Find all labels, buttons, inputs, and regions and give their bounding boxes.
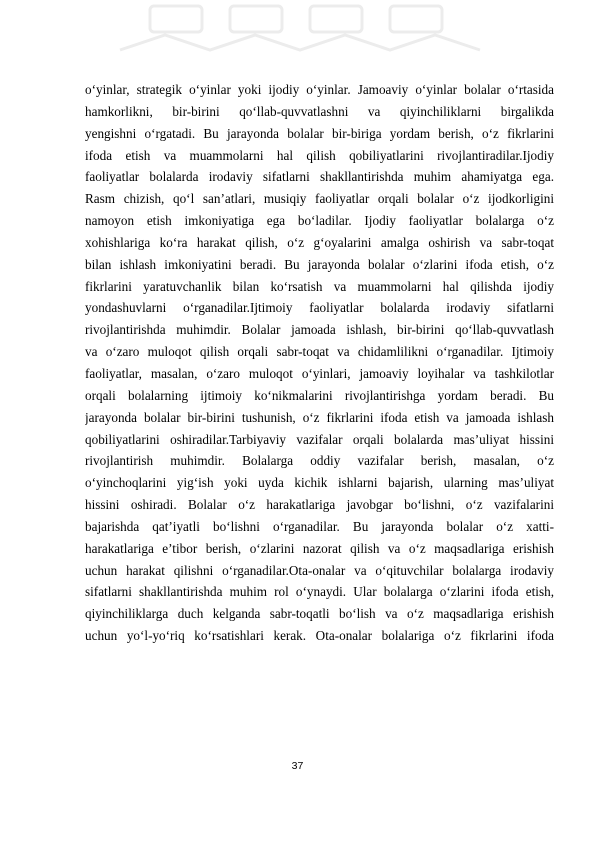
text-line: fikrlarini yaratuvchanlik bilan ko‘rsatish va muammolarni hal qilishda ijodiy <box>85 278 554 294</box>
text-line: namoyon etish imkoniyatiga ega bo‘ladilar. Ijodiy faoliyatlar bolalarga o‘z <box>85 213 554 229</box>
text-line: xohishlariga ko‘ra harakat qilish, o‘z g‘oyalarini amalga oshirish va sabr-toqat <box>85 234 554 250</box>
text-line: hamkorlikni, bir-birini qo‘llab-quvvatlashni va qiyinchiliklarni birgalikda <box>85 103 554 119</box>
text-line: qiyinchiliklarga duch kelganda sabr-toqatli bo‘lish va o‘z maqsadlariga erishish <box>85 606 554 622</box>
text-line: Rasm chizish, qo‘l san’atlari, musiqiy faoliyatlar orqali bolalar o‘z ijodkorligini <box>85 191 554 207</box>
text-line: faoliyatlar, masalan, o‘zaro muloqot o‘yinlari, jamoaviy loyihalar va tashkilotlar <box>85 365 554 381</box>
text-line: rivojlantirish muhimdir. Bolalarga oddiy vazifalar berish, masalan, o‘z <box>85 453 554 469</box>
page-number: 37 <box>291 760 304 772</box>
text-line: uchun yo‘l-yo‘riq ko‘rsatishlari kerak. Ota-onalar bolalariga o‘z fikrlarini ifoda <box>85 628 554 644</box>
text-line: hissini oshiradi. Bolalar o‘z harakatlariga javobgar bo‘lishni, o‘z vazifalarini <box>85 497 554 513</box>
text-line: bilan ishlash imkoniyatini beradi. Bu jarayonda bolalar o‘zlarini ifoda etish, o‘z <box>85 256 554 272</box>
text-line: yondashuvlarni o‘rganadilar.Ijtimoiy faoliyatlar bolalarda irodaviy sifatlarni <box>85 300 554 316</box>
text-line: sifatlarni shakllantirishda muhim rol o‘ynaydi. Ular bolalarga o‘zlarini ifoda etish, <box>85 584 554 600</box>
text-line: orqali bolalarning ijtimoiy ko‘nikmalarini rivojlantirishga yordam beradi. Bu <box>85 387 554 403</box>
text-line: faoliyatlar bolalarda irodaviy sifatlarni shakllantirishda muhim ahamiyatga ega. <box>85 169 554 185</box>
text-line: uchun harakat qilishni o‘rganadilar.Ota-onalar va o‘qituvchilar bolalarga irodaviy <box>85 562 554 578</box>
text-line: ifoda etish va muammolarni hal qilish qobiliyatlarini rivojlantiradilar.Ijodiy <box>85 147 554 163</box>
text-line: o‘yinchoqlarini yig‘ish yoki uyda kichik ishlarni bajarish, ularning mas’uliyat <box>85 475 554 491</box>
text-line: qobiliyatlarini oshiradilar.Tarbiyaviy vazifalar orqali bolalarda mas’uliyat hissini <box>85 431 554 447</box>
text-line: o‘yinlar, strategik o‘yinlar yoki ijodiy o‘yinlar. Jamoaviy o‘yinlar bolalar o‘rtasida <box>85 82 554 97</box>
text-line: harakatlariga e’tibor berish, o‘zlarini nazorat qilish va o‘z maqsadlariga erishish <box>85 540 554 556</box>
text-line: bajarishda qat’iyatli bo‘lishni o‘rganadilar. Bu jarayonda bolalar o‘z xatti- <box>85 518 554 534</box>
text-line: rivojlantirishda muhimdir. Bolalar jamoada ishlash, bir-birini qo‘llab-quvvatlash <box>85 322 554 338</box>
text-line: yengishni o‘rgatadi. Bu jarayonda bolalar bir-biriga yordam berish, o‘z fikrlarini <box>85 125 554 141</box>
text-line: jarayonda bolalar bir-birini tushunish, o‘z fikrlarini ifoda etish va jamoada ishlash <box>85 409 554 425</box>
body-text <box>85 79 554 647</box>
text-line: va o‘zaro muloqot qilish orqali sabr-toqat va chidamlilikni o‘rganadilar. Ijtimoiy <box>85 344 554 360</box>
